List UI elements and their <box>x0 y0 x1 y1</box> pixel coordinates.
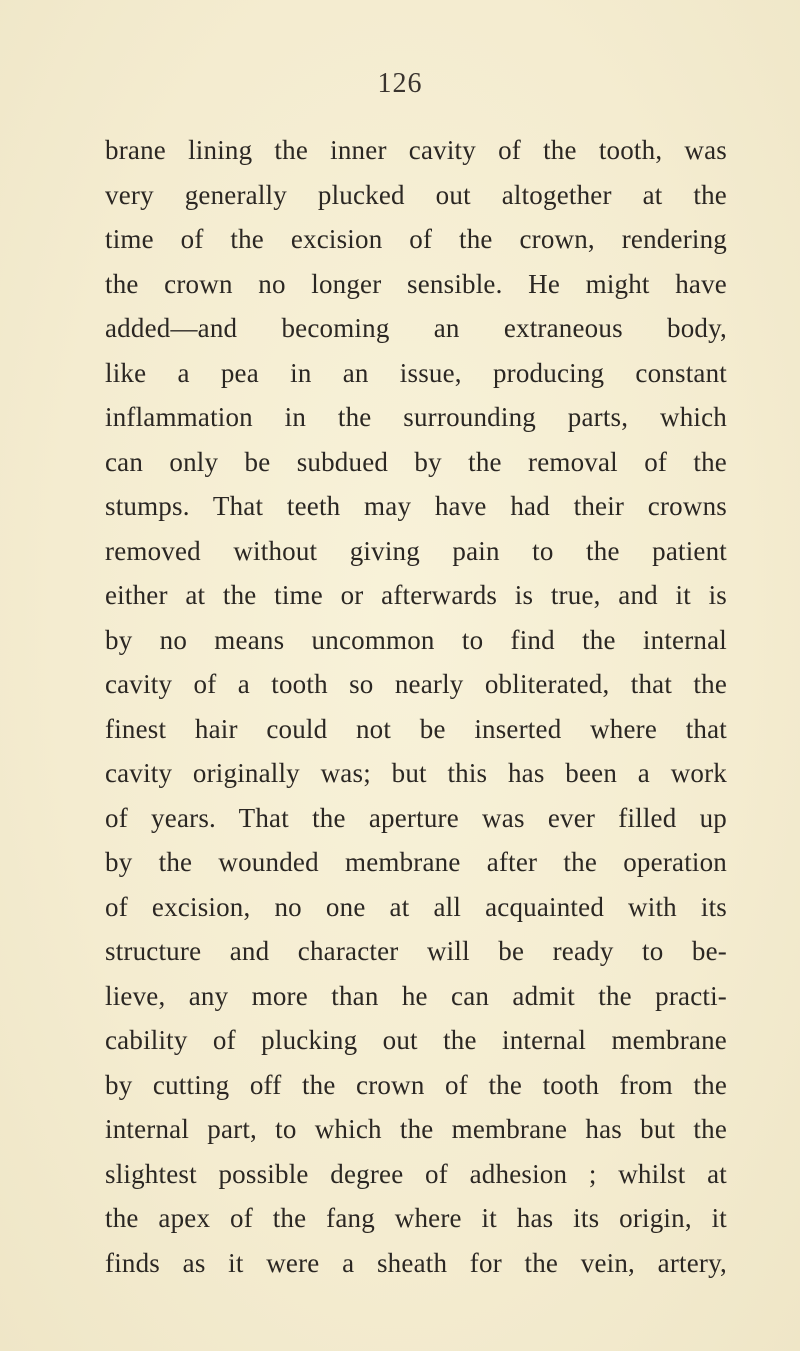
text-line: cavity originally was; but this has been a work <box>105 758 727 788</box>
text-line: the crown no longer sensible. He might have <box>105 268 727 299</box>
text-line: the apex of the fang where it has its origin, it <box>105 1203 727 1233</box>
text-line: by no means uncommon to find the internal <box>105 624 727 655</box>
text-line: added—and becoming an extraneous body, <box>105 313 727 343</box>
text-line: structure and character will be ready to be- <box>105 936 727 966</box>
text-line: brane lining the inner cavity of the tooth, was <box>105 135 727 165</box>
text-line: can only be subdued by the removal of the <box>105 446 727 477</box>
text-line: cability of plucking out the internal membrane <box>105 1025 727 1055</box>
text-line: finds as it were a sheath for the vein, artery, <box>105 1247 727 1278</box>
text-line: slightest possible degree of adhesion ; whilst at <box>105 1158 727 1189</box>
text-line: very generally plucked out altogether at the <box>105 179 727 210</box>
text-line: lieve, any more than he can admit the practi- <box>105 980 727 1011</box>
text-line: of years. That the aperture was ever filled up <box>105 802 727 833</box>
text-line: cavity of a tooth so nearly obliterated, that the <box>105 669 727 699</box>
text-line: internal part, to which the membrane has but the <box>105 1114 727 1144</box>
text-line: removed without giving pain to the patient <box>105 535 727 566</box>
text-line: by the wounded membrane after the operation <box>105 847 727 877</box>
text-line: finest hair could not be inserted where that <box>105 713 727 744</box>
text-line: of excision, no one at all acquainted with its <box>105 891 727 922</box>
body-text <box>105 128 727 1285</box>
text-line: time of the excision of the crown, rendering <box>105 224 727 254</box>
text-line: by cutting off the crown of the tooth from the <box>105 1069 727 1100</box>
text-line: either at the time or afterwards is true, and it is <box>105 580 727 610</box>
text-line: inflammation in the surrounding parts, which <box>105 402 727 432</box>
page-number: 126 <box>377 68 423 99</box>
text-line: stumps. That teeth may have had their crowns <box>105 491 727 521</box>
text-line: like a pea in an issue, producing constant <box>105 357 727 388</box>
